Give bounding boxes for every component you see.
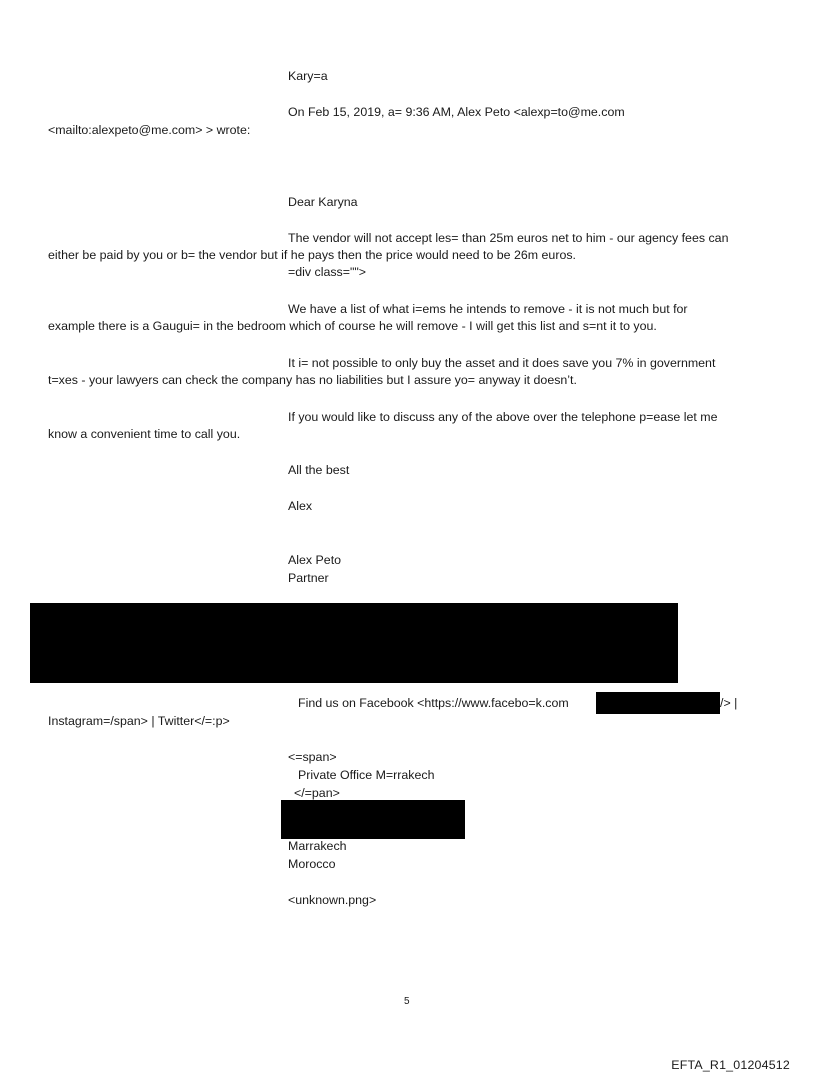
span-open-tag: <=span> — [288, 750, 337, 764]
sender-name-fragment: Kary=a — [288, 69, 328, 83]
quote-header-line-2: <mailto:alexpeto@me.com> > wrote: — [48, 123, 251, 137]
greeting: Dear Karyna — [288, 195, 358, 209]
redaction-block-address — [281, 800, 465, 839]
redaction-block-large — [30, 603, 678, 683]
closing-name: Alex — [288, 499, 313, 513]
quote-header-line-1: On Feb 15, 2019, a= 9:36 AM, Alex Peto <alexp=to@me.com — [288, 105, 625, 119]
office-name: Private Office M=rrakech — [298, 768, 435, 782]
closing: All the best — [288, 463, 350, 477]
paragraph-3-line-2: t=xes - your lawyers can check the company has no liabilities but I assure yo= anyway it doesn’t. — [48, 373, 577, 387]
redaction-block-url — [596, 692, 720, 714]
signature-name: Alex Peto — [288, 553, 342, 567]
social-links-line-1: Find us on Facebook <https://www.facebo=k.com — [298, 696, 569, 710]
paragraph-1-line-2: either be paid by you or b= the vendor but if he pays then the price would need to be 26m euros. — [48, 248, 576, 262]
address-city: Marrakech — [288, 839, 347, 853]
bates-number: EFTA_R1_01204512 — [671, 1058, 790, 1072]
paragraph-3-line-1: It i= not possible to only buy the asset and it does save you 7% in government — [288, 356, 716, 370]
paragraph-4-line-1: If you would like to discuss any of the above over the telephone p=ease let me — [288, 410, 718, 424]
paragraph-2-line-1: We have a list of what i=ems he intends to remove - it is not much but for — [288, 302, 688, 316]
social-links-line-1-end: /> | — [720, 696, 738, 710]
paragraph-1-line-1: The vendor will not accept les= than 25m euros net to him - our agency fees can — [288, 231, 729, 245]
paragraph-2-line-2: example there is a Gaugui= in the bedroom which of course he will remove - I will get this list and s=nt it to you. — [48, 319, 657, 333]
social-links-line-2: Instagram=/span> | Twitter</=:p> — [48, 714, 230, 728]
div-tag-line: =div class=""> — [288, 265, 367, 279]
attachment-placeholder: <unknown.png> — [288, 893, 377, 907]
paragraph-4-line-2: know a convenient time to call you. — [48, 427, 241, 441]
page-number: 5 — [404, 996, 410, 1007]
signature-title: Partner — [288, 571, 329, 585]
address-country: Morocco — [288, 857, 336, 871]
span-close-tag: </=pan> — [294, 786, 340, 800]
